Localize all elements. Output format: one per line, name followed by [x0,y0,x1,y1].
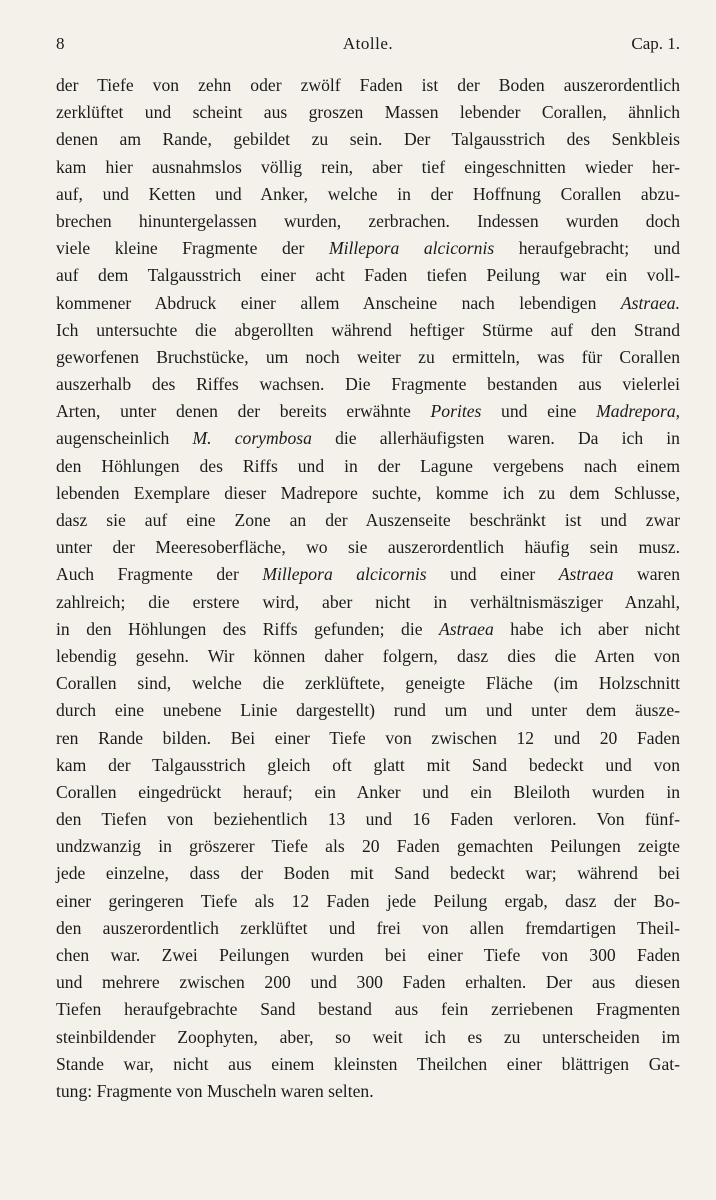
line-text: heraufgebracht; und [494,238,680,259]
text-line [56,480,680,507]
line-text: steinbildender Zoophyten, aber, so weit ich es zu unterscheiden im [56,1026,680,1047]
line-text: waren [613,564,680,585]
text-line [56,1024,680,1051]
text-line [56,643,680,670]
line-text: augenscheinlich [56,428,193,449]
line-text: einer geringeren Tiefe als 12 Faden jede Peilung ergab, dasz der Bo- [56,890,680,911]
text-line [56,888,680,915]
text-line [56,860,680,887]
text-line [56,996,680,1023]
line-text: Ich untersuchte die abgerollten während heftiger Stürme auf den Strand [56,319,680,340]
line-text: den Höhlungen des Riffs und in der Lagune vergebens nach einem [56,455,680,476]
line-text: in den Höhlungen des Riffs gefunden; die [56,618,440,639]
italic-taxon: Porites [430,401,482,422]
italic-taxon: Astraea [558,564,614,585]
line-text: den Tiefen von beziehentlich 13 und 16 Faden verloren. Von fünf- [56,809,680,830]
text-line [56,181,680,208]
italic-taxon: Madrepora, [596,401,681,422]
line-text: tung: Fragmente von Muscheln waren selten. [56,1080,374,1101]
text-line [56,752,680,779]
text-line [56,208,680,235]
text-line [56,942,680,969]
text-line [56,779,680,806]
line-text: viele kleine Fragmente der [56,238,329,259]
line-text: zerklüftet und scheint aus groszen Massen lebender Corallen, ähnlich [56,102,680,123]
line-text: den auszerordentlich zerklüftet und frei von allen fremdartigen Theil- [56,917,680,938]
body-text [56,72,680,1105]
text-line [56,1051,680,1078]
text-line [56,344,680,371]
line-text: zahlreich; die erstere wird, aber nicht in verhältnismäsziger Anzahl, [56,591,680,612]
line-text: auf dem Talgausstrich einer acht Faden tiefen Peilung war ein voll- [56,265,680,286]
line-text: jede einzelne, dass der Boden mit Sand bedeckt war; während bei [56,863,680,884]
line-text: und einer [426,564,559,585]
line-text: dasz sie auf eine Zone an der Auszenseite beschränkt ist und zwar [56,510,680,530]
line-text: habe ich aber nicht [493,618,680,639]
text-line [56,833,680,860]
line-text: lebenden Exemplare dieser Madrepore suchte, komme ich zu dem Schlusse, [56,482,680,503]
line-text: denen am Rande, gebildet zu sein. Der Talgausstrich des Senkbleis [56,129,680,150]
text-line [56,99,680,126]
line-text: chen war. Zwei Peilungen wurden bei einer Tiefe von 300 Faden [56,945,680,965]
text-line [56,806,680,833]
text-line [56,154,680,181]
line-text: Arten, unter denen der bereits erwähnte [56,401,431,422]
line-text: durch eine unebene Linie dargestellt) rund um und unter dem äusze- [56,700,680,721]
text-line [56,371,680,398]
text-line [56,534,680,561]
line-text: der Tiefe von zehn oder zwölf Faden ist der Boden auszerordentlich [56,75,680,95]
text-line [56,290,680,317]
line-text: brechen hinuntergelassen wurden, zerbrachen. Indessen wurden doch [56,210,680,231]
text-line [56,1078,680,1105]
line-text: und mehrere zwischen 200 und 300 Faden erhalten. Der aus diesen [56,972,680,993]
line-text: kam hier ausnahmslos völlig rein, aber tief eingeschnitten wieder her- [56,156,680,177]
text-line [56,915,680,942]
italic-taxon: Millepora alcicornis [328,238,495,259]
text-line [56,616,680,643]
text-line [56,425,680,452]
text-line [56,697,680,724]
text-line [56,398,680,425]
line-text: Auch Fragmente der [56,564,263,585]
line-text: kommener Abdruck einer allem Anscheine nach lebendigen [56,292,621,313]
italic-taxon: Astraea [439,618,494,639]
line-text: unter der Meeresoberfläche, wo sie auszerordentlich häufig sein musz. [56,537,680,558]
line-text: Stande war, nicht aus einem kleinsten Theilchen einer blättrigen Gat- [56,1053,680,1074]
line-text: auf, und Ketten und Anker, welche in der Hoffnung Corallen abzu- [56,183,680,204]
running-title: Atolle. [342,34,394,53]
italic-taxon: Millepora alcicornis [262,564,427,585]
text-line [56,126,680,153]
line-text: undzwanzig in gröszerer Tiefe als 20 Faden gemachten Peilungen zeigte [56,836,680,857]
page-number: 8 [56,34,65,53]
line-text: kam der Talgausstrich gleich oft glatt mit Sand bedeckt und von [56,754,680,775]
line-text: lebendig gesehn. Wir können daher folgern, dasz dies die Arten von [56,645,680,666]
line-text: und eine [481,401,597,422]
text-line [56,507,680,534]
line-text: die allerhäufigsten waren. Da ich in [311,428,680,449]
text-line [56,589,680,616]
line-text: Corallen sind, welche die zerklüftete, geneigte Fläche (im Holzschnitt [56,673,680,694]
italic-taxon: Astraea. [620,292,680,313]
text-line [56,317,680,344]
running-header [56,34,680,58]
line-text: Corallen eingedrückt herauf; ein Anker und ein Bleiloth wurden in [56,781,680,802]
italic-taxon: M. corymbosa [192,428,312,449]
line-text: ren Rande bilden. Bei einer Tiefe von zwischen 12 und 20 Faden [56,727,680,748]
text-line [56,670,680,697]
text-line [56,235,680,262]
text-line [56,725,680,752]
line-text: auszerhalb des Riffes wachsen. Die Fragmente bestanden aus vielerlei [56,374,680,395]
line-text: geworfenen Bruchstücke, um noch weiter zu ermitteln, was für Corallen [56,346,680,367]
text-line [56,561,680,588]
text-line [56,262,680,289]
text-line [56,72,680,99]
chapter-label: Cap. 1. [631,34,680,53]
line-text: Tiefen heraufgebrachte Sand bestand aus fein zerriebenen Fragmenten [56,999,680,1020]
text-line [56,969,680,996]
text-line [56,453,680,480]
